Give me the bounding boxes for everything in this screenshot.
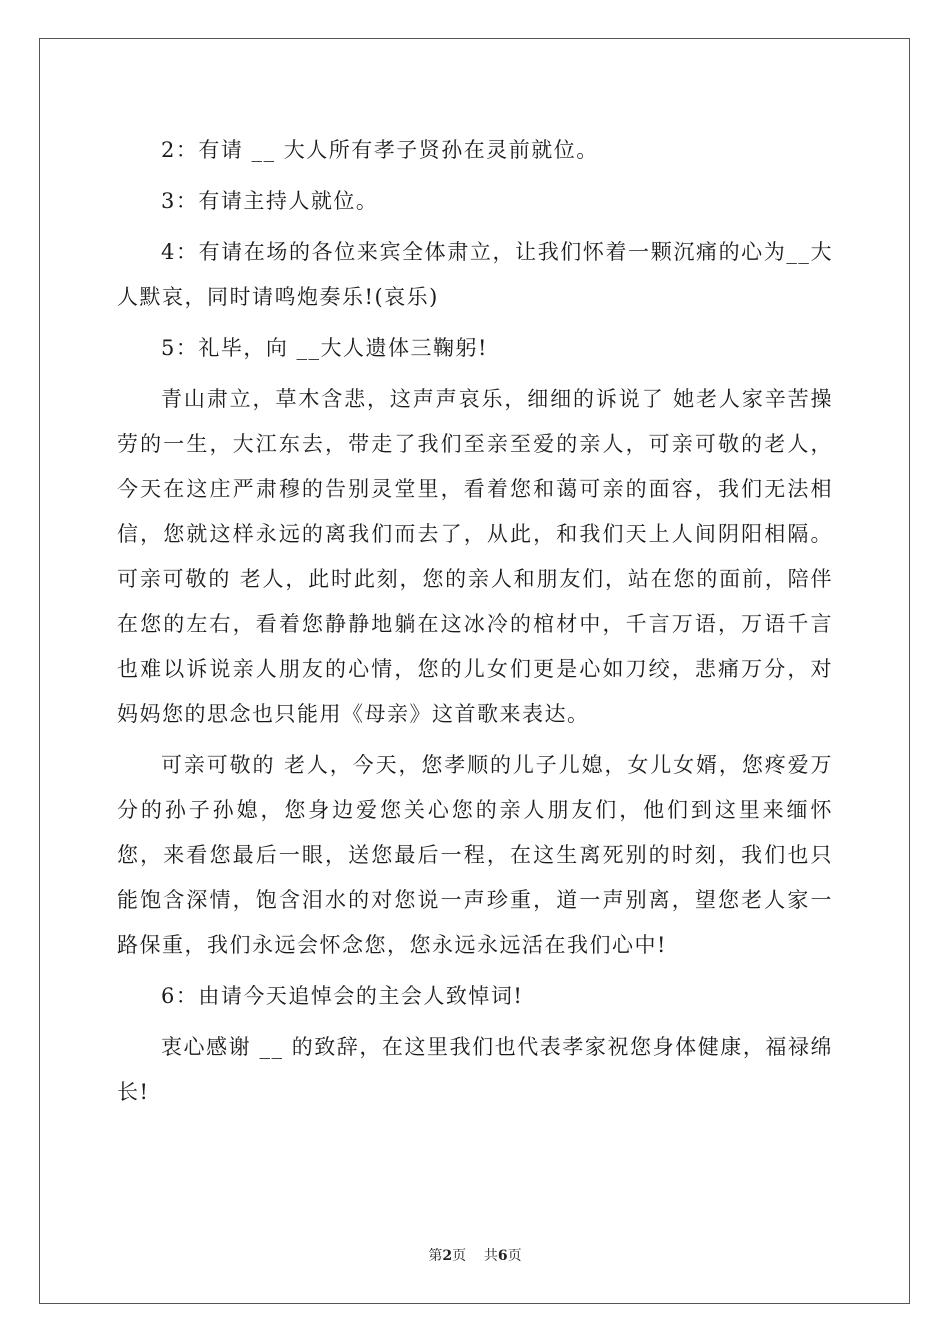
- total-prefix: 共: [483, 1248, 498, 1264]
- page-footer: [0, 1246, 950, 1266]
- paragraph-step-2: 2：有请 __ 大人所有孝子贤孙在灵前就位。: [161, 138, 599, 162]
- page-prefix: 第: [428, 1248, 443, 1264]
- paragraph-eulogy-2: 可亲可敬的 老人，今天，您孝顺的儿子儿媳，女儿女婿，您疼爱万分的孙子孙媳，您身边爱您关心您的亲人朋友们，他们到这里来缅怀您，来看您最后一眼，送您最后一程，在这生离死别的时刻，我们也只能饱含深情，饱含泪水的对您说一声珍重，道一声别离，望您老人家一路保重，我们永远会怀念您，您永远永远活在我们心中!: [117, 753, 833, 957]
- paragraph-eulogy-1: 青山肃立，草木含悲，这声声哀乐，细细的诉说了 她老人家辛苦操劳的一生，大江东去，带走了我们至亲至爱的亲人，可亲可敬的老人，今天在这庄严肃穆的告别灵堂里，看着您和蔼可亲的面容，我们无法相信，您就这样永远的离我们而去了，从此，和我们天上人间阴阳相隔。可亲可敬的 老人，此时此刻，您的亲人和朋友们，站在您的面前，陪伴在您的左右，看着您静静地躺在这冰冷的棺材中，千言万语，万语千言也难以诉说亲人朋友的心情，您的儿女们更是心如刀绞，悲痛万分，对妈妈您的思念也只能用《母亲》这首歌来表达。: [117, 387, 833, 726]
- page-suffix: 页: [452, 1248, 467, 1264]
- total-suffix: 页: [507, 1248, 522, 1264]
- paragraph-step-6: 6：由请今天追悼会的主会人致悼词!: [161, 984, 524, 1008]
- paragraph-step-4: 4：有请在场的各位来宾全体肃立，让我们怀着一颗沉痛的心为__大人默哀，同时请鸣炮奏乐!(哀乐): [117, 240, 833, 309]
- total-pages: 6: [497, 1248, 508, 1264]
- page-number: 2: [442, 1248, 453, 1264]
- paragraph-thanks: 衷心感谢 __ 的致辞，在这里我们也代表孝家祝您身体健康，福禄绵长!: [117, 1035, 833, 1104]
- paragraph-step-3: 3：有请主持人就位。: [161, 189, 379, 213]
- document-body: [117, 128, 833, 1115]
- paragraph-step-5: 5：礼毕，向 __大人遗体三鞠躬!: [161, 336, 488, 360]
